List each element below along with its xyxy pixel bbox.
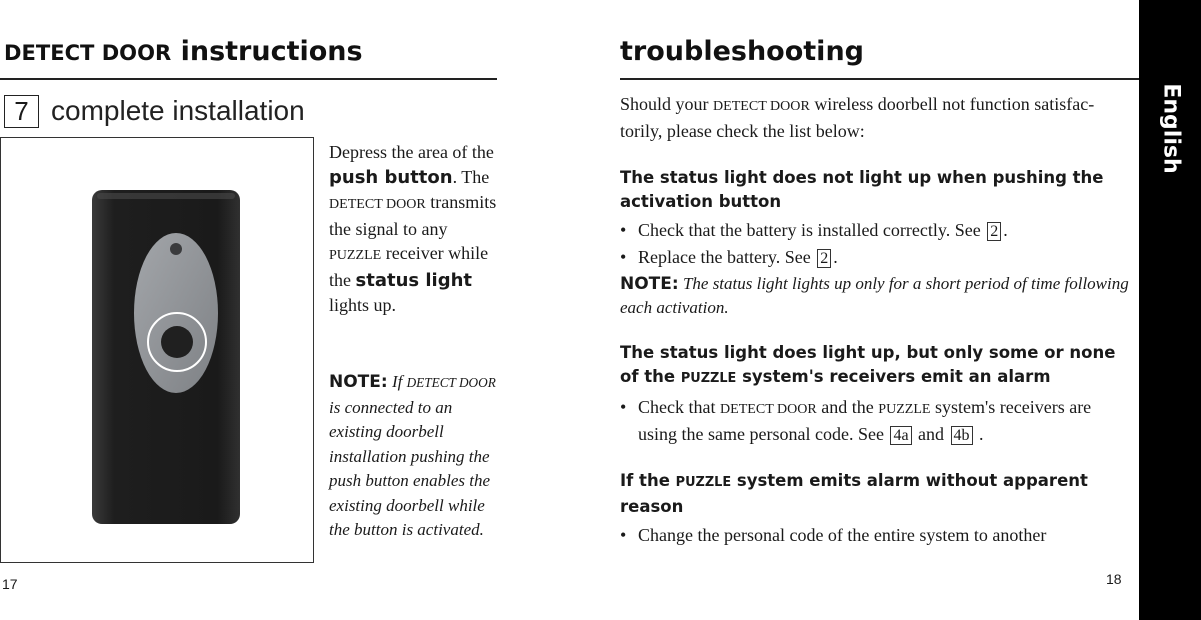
- list-item: • Replace the battery. See 2 .: [620, 247, 838, 267]
- page-number-left: 17: [2, 576, 18, 592]
- step-number-box: 7: [4, 95, 39, 128]
- step-description: Depress the area of the push button. The DETECT DOOR transmits the signal to any PUZZLE receiver while the status light lights up.: [329, 142, 497, 315]
- status-light-term: status light: [355, 269, 473, 291]
- left-page-title: DETECT DOOR instructions: [4, 36, 363, 67]
- doorbell-device-illustration: [1, 138, 314, 563]
- list-item: • Check that the battery is installed correctly. See 2 .: [620, 220, 1008, 240]
- step-reference: 2: [817, 249, 831, 268]
- right-page-title: troubleshooting: [620, 36, 864, 67]
- installation-note: NOTE: If DETECT DOOR is connected to an existing doorbell installation pushing the push button enables the existing doorbell while the button is activated.: [329, 372, 496, 539]
- troubleshooting-content: [620, 92, 1132, 550]
- section1-heading: The status light does not light up when pushing the activation button: [620, 168, 1104, 211]
- language-tab-label: English: [1158, 82, 1184, 174]
- step-title: complete installation: [51, 95, 305, 126]
- push-button-hole: [161, 326, 193, 358]
- step-reference: 4a: [890, 426, 911, 445]
- step-header: [4, 91, 305, 131]
- list-item: • Check that DETECT DOOR and the PUZZLE system's receivers are using the same personal code. See 4a and 4b .: [620, 397, 1092, 444]
- section1-note: NOTE: The status light lights up only for a short period of time following each activation.: [620, 274, 1129, 317]
- intro-paragraph: Should your DETECT DOOR wireless doorbell not function satisfac-torily, please check the list below:: [620, 94, 1095, 141]
- page-number-right: 18: [1106, 571, 1122, 587]
- list-item: • Change the personal code of the entire system to another: [620, 525, 1047, 545]
- step-reference: 2: [987, 222, 1001, 241]
- section2-heading: The status light does light up, but only some or none of the PUZZLE system's receivers emit an alarm: [620, 343, 1116, 386]
- step-reference: 4b: [951, 426, 973, 445]
- status-light: [170, 243, 182, 255]
- push-button-term: push button: [329, 166, 453, 188]
- left-title-rule: [0, 78, 497, 80]
- device-photo: [0, 137, 314, 563]
- right-title-rule: [620, 78, 1140, 80]
- section3-heading: If the PUZZLE system emits alarm without apparent reason: [620, 471, 1088, 516]
